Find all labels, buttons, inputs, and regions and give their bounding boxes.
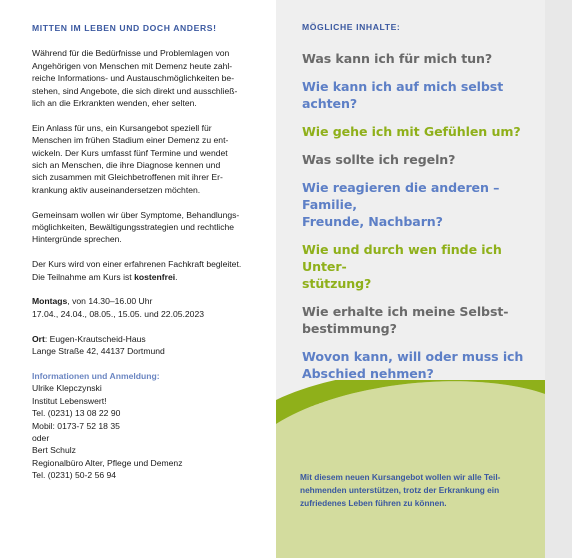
decorative-swoosh [276, 380, 545, 558]
contact-line: Institut Lebenswert! [32, 395, 107, 406]
question-item [302, 123, 532, 140]
place-label: Ort [32, 333, 45, 344]
question-text: Wie erhalte ich meine Selbst- [302, 304, 509, 319]
contact-phone: Tel. (0231) 50-2 56 94 [32, 470, 117, 481]
question-item [302, 151, 532, 168]
question-item [302, 179, 532, 230]
guidance-line: Der Kurs wird von einer erfahrenen Fachkraft begleitet. [32, 259, 242, 270]
intro-line: Während für die Bedürfnisse und Problemlagen von [32, 48, 230, 59]
topics-line: möglichkeiten, Bewältigungsstrategien und rechtliche [32, 222, 235, 233]
intro-line: lich an die Erkrankten wenden, eher selten. [32, 98, 197, 109]
contact-block [32, 370, 262, 482]
question-text: Wie reagieren die anderen – Familie, [302, 180, 500, 212]
left-column [32, 22, 262, 482]
course-line: wickeln. Der Kurs umfasst fünf Termine und wendet [32, 147, 228, 158]
course-paragraph [32, 122, 262, 196]
course-line: krankung aktiv auseinandersetzen möchten. [32, 184, 201, 195]
closing-line: Mit diesem neuen Kursangebot wollen wir alle Teil- [300, 472, 501, 482]
contact-line: Bert Schulz [32, 445, 76, 456]
fee-line-post: . [175, 271, 178, 282]
fee-free: kostenfrei [134, 271, 176, 282]
intro-line: Angehörigen von Menschen mit Demenz heute zahl- [32, 60, 233, 71]
closing-line: zufriedenes Leben führen zu können. [300, 498, 447, 508]
question-text: bestimmung? [302, 321, 397, 336]
question-text: Was kann ich für mich tun? [302, 51, 493, 66]
contact-line: Regionalbüro Alter, Pflege und Demenz [32, 457, 183, 468]
fee-line-pre: Die Teilnahme am Kurs ist [32, 271, 135, 282]
contact-line: oder [32, 432, 50, 443]
panel-heading: MÖGLICHE INHALTE: [302, 22, 401, 32]
course-line: sich zusammen mit Gleichbetroffenen mit ihrer Er- [32, 172, 223, 183]
question-item [302, 78, 532, 112]
dates-label: Montags [32, 296, 68, 307]
topics-panel [276, 0, 545, 558]
intro-paragraph [32, 47, 262, 109]
question-item [302, 348, 532, 382]
question-text: Wie und durch wen finde ich Unter- [302, 242, 502, 274]
question-item [302, 50, 532, 67]
guidance-paragraph [32, 258, 262, 283]
contact-phone: Tel. (0231) 13 08 22 90 [32, 408, 121, 419]
question-item [302, 241, 532, 292]
question-list [302, 50, 532, 421]
question-text: Freunde, Nachbarn? [302, 214, 443, 229]
course-line: Ein Anlass für uns, ein Kursangebot speziell für [32, 122, 212, 133]
course-line: Menschen im frühen Stadium einer Demenz zu ent- [32, 135, 229, 146]
intro-line: reiche Informations- und Austauschmöglichkeiten be- [32, 73, 235, 84]
topics-line: Hintergründe sprechen. [32, 234, 122, 245]
left-heading: MITTEN IM LEBEN UND DOCH ANDERS! [32, 23, 217, 33]
course-line: sich an Menschen, die ihre Diagnose kennen und [32, 160, 221, 171]
question-text: Wie kann ich auf mich selbst achten? [302, 79, 504, 111]
closing-line: nehmenden unterstützen, trotz der Erkrankung ein [300, 485, 500, 495]
place-name: : Eugen-Krautscheid-Haus [44, 333, 146, 344]
dates-list: 17.04., 24.04., 08.05., 15.05. und 22.05.2023 [32, 308, 205, 319]
contact-mobile: Mobil: 0173-7 52 18 35 [32, 420, 120, 431]
question-item [302, 303, 532, 337]
question-text: Abschied nehmen? [302, 366, 434, 381]
topics-paragraph [32, 209, 262, 246]
topics-line: Gemeinsam wollen wir über Symptome, Behandlungs- [32, 209, 240, 220]
page-margin [545, 0, 572, 558]
place-block [32, 333, 262, 358]
contact-line: Ulrike Klepczynski [32, 383, 102, 394]
dates-time: , von 14.30–16.00 Uhr [67, 296, 153, 307]
place-address: Lange Straße 42, 44137 Dortmund [32, 346, 165, 357]
dates-block [32, 295, 262, 320]
question-text: stützung? [302, 276, 372, 291]
question-text: Was sollte ich regeln? [302, 152, 456, 167]
light-green-area [276, 381, 545, 558]
contact-heading: Informationen und Anmeldung: [32, 370, 160, 381]
question-text: Wovon kann, will oder muss ich [302, 349, 524, 364]
question-text: Wie gehe ich mit Gefühlen um? [302, 124, 521, 139]
intro-line: stehen, sind Angebote, die sich direkt und ausschließ- [32, 85, 238, 96]
panel-closing-text [300, 471, 530, 510]
